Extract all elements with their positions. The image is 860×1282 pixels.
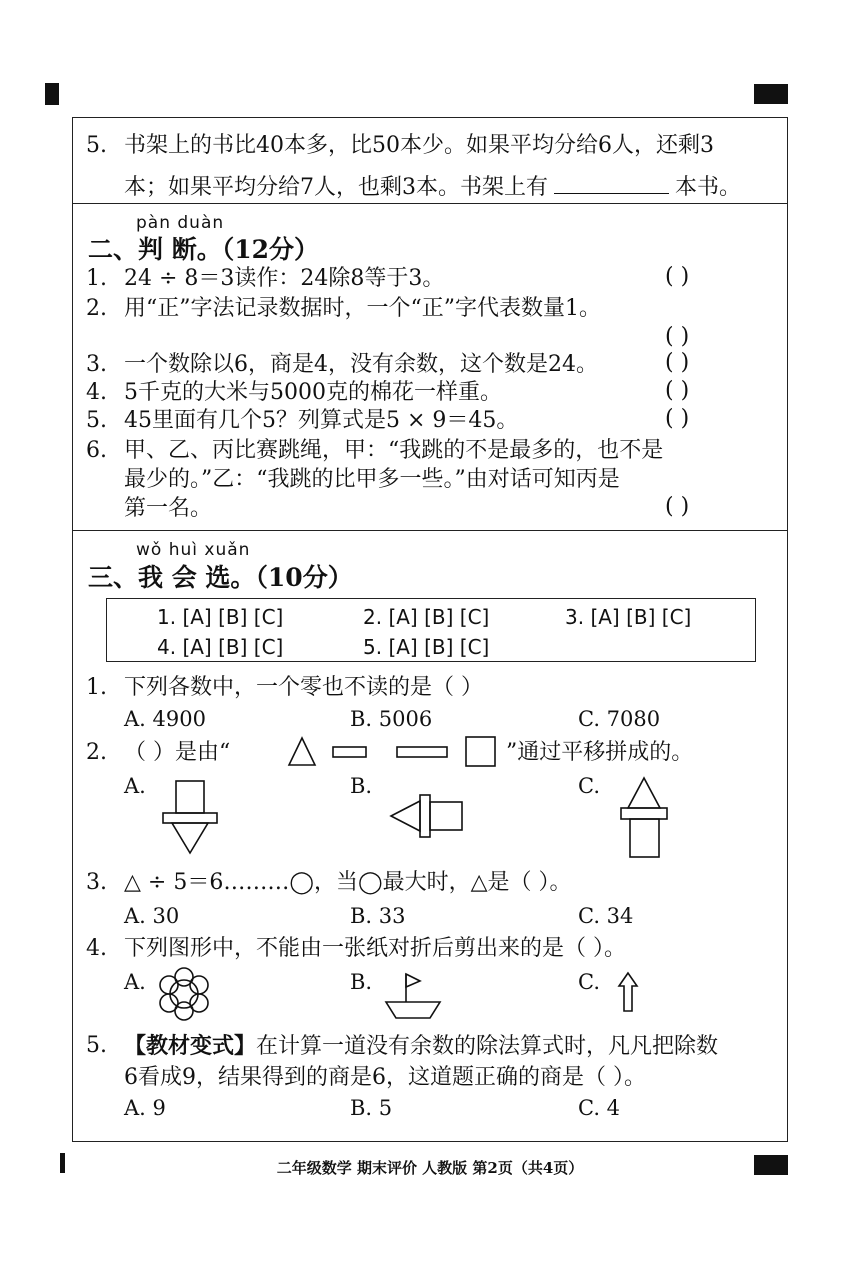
choice-2-option-a[interactable]: A.: [124, 774, 146, 798]
answer-sheet-2[interactable]: 2. [A] [B] [C]: [363, 605, 490, 629]
judge-6-number: 6.: [86, 438, 107, 463]
page-footer: 二年级数学 期末评价 人教版 第2页（共4页）: [276, 1159, 584, 1177]
choice-4-option-b[interactable]: B.: [350, 970, 373, 994]
q-prev-line2-pre: 本；如果平均分给7人，也剩3本。书架上有: [124, 175, 548, 200]
choice-5-option-c[interactable]: C. 4: [578, 1096, 621, 1120]
choice-2-pre: （ ）是由“: [124, 740, 231, 765]
section2-pinyin: pàn duàn: [136, 213, 225, 233]
section3-pinyin: wǒ huì xuǎn: [136, 540, 251, 560]
judge-5-text: 45里面有几个5？列算式是5 × 9＝45。: [124, 408, 519, 433]
figure-b-sailboat-shape: [386, 974, 440, 1018]
textbook-variant-tag: 【教材变式】: [124, 1033, 257, 1059]
q-prev-line2-post: 本书。: [675, 175, 742, 200]
choice-5-line2: 6看成9，结果得到的商是6，这道题正确的商是（ ）。: [124, 1065, 646, 1090]
choice-1-option-b[interactable]: B. 5006: [350, 707, 433, 731]
figure-c-up-arrow-shape: [619, 973, 637, 1011]
choice-1-number: 1.: [86, 675, 107, 700]
judge-2-answer-paren[interactable]: ( ): [665, 324, 690, 349]
choice-5-option-b[interactable]: B. 5: [350, 1096, 393, 1120]
choice-3-option-c[interactable]: C. 34: [578, 904, 634, 928]
choice-3-number: 3.: [86, 870, 107, 895]
choice-5-number: 5.: [86, 1033, 107, 1058]
choice-4-text: 下列图形中，不能由一张纸对折后剪出来的是（ ）。: [124, 936, 626, 961]
choice-5-line1: [124, 1031, 718, 1062]
judge-5-answer-paren[interactable]: ( ): [665, 406, 690, 431]
judge-2-number: 2.: [86, 296, 107, 321]
choice-4-number: 4.: [86, 936, 107, 961]
judge-4-number: 4.: [86, 380, 107, 405]
judge-1-text: 24 ÷ 8＝3读作：24除8等于3。: [124, 266, 445, 291]
judge-3-text: 一个数除以6，商是4，没有余数，这个数是24。: [124, 352, 598, 377]
choice-4-option-a[interactable]: A.: [124, 970, 146, 994]
judge-2-text: 用“正”字法记录数据时，一个“正”字代表数量1。: [124, 296, 601, 321]
choice-2-option-c[interactable]: C.: [578, 774, 600, 798]
q-prev-number: 5.: [86, 133, 107, 158]
judge-3-answer-paren[interactable]: ( ): [665, 350, 690, 375]
choice-1-option-c[interactable]: C. 7080: [578, 707, 661, 731]
answer-sheet-3[interactable]: 3. [A] [B] [C]: [565, 605, 692, 629]
judge-5-number: 5.: [86, 408, 107, 433]
choice-1-text: 下列各数中，一个零也不读的是（ ）: [124, 675, 483, 700]
judge-1-answer-paren[interactable]: ( ): [665, 264, 690, 289]
judge-3-number: 3.: [86, 352, 107, 377]
judge-6-line2: 最少的。”乙：“我跳的比甲多一些。”由对话可知丙是: [124, 467, 620, 492]
judge-6-line1: 甲、乙、丙比赛跳绳，甲：“我跳的不是最多的，也不是: [124, 438, 664, 463]
choice-1-option-a[interactable]: A. 4900: [124, 707, 206, 731]
choice-3-option-b[interactable]: B. 33: [350, 904, 406, 928]
judge-4-answer-paren[interactable]: ( ): [665, 378, 690, 403]
answer-sheet-5[interactable]: 5. [A] [B] [C]: [363, 635, 490, 659]
choice-2-post: ”通过平移拼成的。: [506, 740, 694, 765]
choice-4-option-c[interactable]: C.: [578, 970, 600, 994]
judge-1-number: 1.: [86, 266, 107, 291]
judge-4-text: 5千克的大米与5000克的棉花一样重。: [124, 380, 502, 405]
answer-sheet-1[interactable]: 1. [A] [B] [C]: [157, 605, 284, 629]
judge-6-answer-paren[interactable]: ( ): [665, 494, 690, 519]
section2-title: 二、判 断。（12分）: [88, 235, 319, 264]
choice-2-option-b[interactable]: B.: [350, 774, 373, 798]
choice-2-number: 2.: [86, 740, 107, 765]
choice-3-option-a[interactable]: A. 30: [124, 904, 180, 928]
judge-6-line3: 第一名。: [124, 496, 213, 521]
choice-3-text: △ ÷ 5＝6………◯，当◯最大时，△是（ ）。: [124, 870, 572, 895]
section3-title: 三、我 会 选。（10分）: [88, 563, 353, 592]
choice-5-line1-text: 在计算一道没有余数的除法算式时，凡凡把除数: [256, 1034, 719, 1059]
q-prev-line1: 书架上的书比40本多，比50本少。如果平均分给6人，还剩3: [124, 133, 714, 158]
figure-a-flower-shape: [160, 968, 208, 1020]
choice-5-option-a[interactable]: A. 9: [124, 1096, 166, 1120]
answer-sheet-4[interactable]: 4. [A] [B] [C]: [157, 635, 284, 659]
